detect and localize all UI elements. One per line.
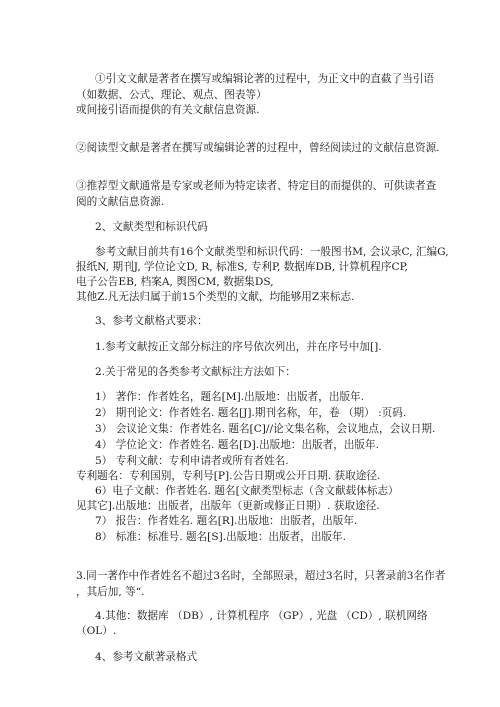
list-item-conference-proceedings: 3） 会议论文集：作者姓名. 题名[C]//论文集名称，会议地点，会议日期. (95, 423, 436, 435)
list-item-electronic-document-continued: 见其它].出版地：出版者，出版年（更新或修正日期）. 获取途径. (76, 500, 380, 512)
heading-format-requirements: 3、参考文献格式要求： (95, 315, 208, 327)
list-item-patent-continued: 专利题名：专利国别，专利号[P].公告日期或公开日期. 获取途径. (76, 470, 381, 482)
heading-citation-format: 4、参考文献著录格式 (95, 651, 198, 663)
list-item-patent: 5） 专利文献：专利申请者或所有者姓名. (95, 455, 289, 467)
paragraph-type-codes-line-3: 电子公告EB, 档案A, 舆图CM, 数据集DS, (76, 276, 274, 288)
list-item-journal-article: 2） 期刊论文：作者姓名. 题名[J].期刊名称，年，卷 （期） :页码. (95, 407, 407, 419)
list-item-electronic-document: 6）电子文献：作者姓名. 题名[文献类型标志（含文献载体标志） (95, 485, 399, 497)
paragraph-recommended-literature-line-1: ③推荐型文献通常是专家或老师为特定读者、特定目的而提供的、可供读者查 (76, 180, 437, 192)
paragraph-recommended-literature-line-2: 阅的文献信息资源. (76, 196, 165, 208)
paragraph-citation-literature-line-3: 或间接引语而提供的有关文献信息资源. (76, 104, 260, 116)
paragraph-requirement-3-line-2: ，其后加, 等“. (76, 586, 145, 598)
paragraph-type-codes-line-2: 报纸N, 期刊J, 学位论文D, R, 标准S, 专利P, 数据库DB, 计算机程序CP, (76, 261, 408, 273)
paragraph-requirement-1: 1.参考文献按正文部分标注的序号依次列出，并在序号中加[]. (95, 341, 382, 353)
paragraph-type-codes-line-4: 其他Z.凡无法归属于前15个类型的文献，均能够用Z来标志. (76, 291, 355, 303)
paragraph-citation-literature-line-2: （如数据、公式、理论、观点、图表等） (76, 89, 267, 101)
heading-document-types: 2、文献类型和标识代码 (95, 221, 208, 233)
paragraph-requirement-4-line-1: 4.其他：数据库 （DB）, 计算机程序 （GP）, 光盘 （CD）, 联机网络 (95, 610, 428, 622)
list-item-standard: 8） 标准：标准号. 题名[S].出版地：出版者，出版年. (95, 531, 346, 543)
list-item-monograph: 1） 著作：作者姓名，题名[M].出版地：出版者，出版年. (95, 391, 365, 403)
paragraph-requirement-3-line-1: 3.同一著作中作者姓名不超过3名时，全部照录，超过3名时，只著录前3名作者 (76, 570, 446, 582)
list-item-report: 7） 报告：作者姓名. 题名[R].出版地：出版者，出版年. (95, 515, 358, 527)
paragraph-type-codes-line-1: 参考文献目前共有16个文献类型和标识代码：一般图书M, 会议录C, 汇编G, (95, 246, 449, 258)
paragraph-reading-literature: ②阅读型文献是著者在撰写或编辑论著的过程中，曾经阅读过的文献信息资源. (76, 142, 440, 154)
paragraph-citation-literature-line-1: ①引文文献是著者在撰写或编辑论著的过程中，为正文中的直截了当引语 (95, 73, 434, 85)
paragraph-requirement-4-line-2: （OL）. (76, 625, 117, 637)
list-item-dissertation: 4） 学位论文：作者姓名. 题名[D].出版地：出版者，出版年. (95, 439, 379, 451)
paragraph-requirement-2: 2.关于常见的各类参考文献标注方法如下： (95, 366, 296, 378)
